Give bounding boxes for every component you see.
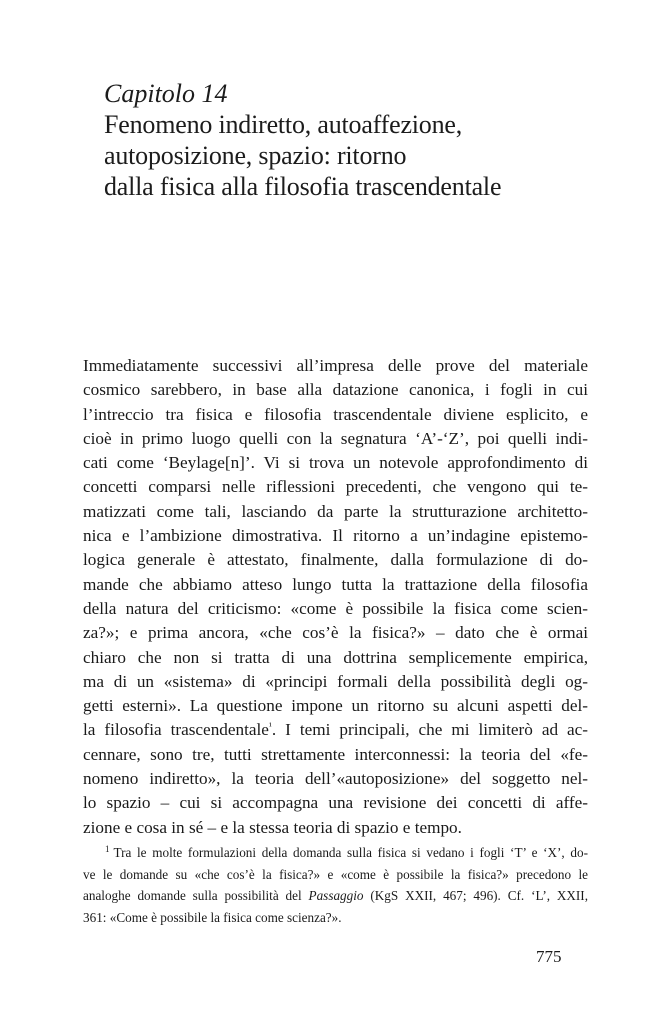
body-paragraph <box>83 354 588 840</box>
body-line-part: . I temi principali, che mi limiterò ad ac- <box>271 720 589 740</box>
footnote-line-part: analoghe domande sulla possibilità del <box>83 888 302 903</box>
footnote-line <box>83 885 588 907</box>
body-line: cioè in primo luogo quelli con la segnatura ‘A’-‘Z’, poi quelli indi- <box>83 428 588 448</box>
chapter-heading <box>104 78 574 202</box>
body-line: ma di un «sistema» di «principi formali della possibilità degli og- <box>83 671 588 691</box>
chapter-label: Capitolo 14 <box>104 79 228 108</box>
body-line: lo spazio – cui si accompagna una revisione dei concetti di affe- <box>83 793 588 813</box>
chapter-title-line: autoposizione, spazio: ritorno <box>104 141 407 170</box>
body-line: za?»; e prima ancora, «che cos’è la fisica?» – dato che è ormai <box>83 623 588 643</box>
body-line: getti esterni». La questione impone un ritorno su alcuni aspetti del- <box>83 696 588 716</box>
body-line: della natura del criticismo: «come è possibile la fisica come scien- <box>83 598 588 618</box>
footnote-line: 361: «Come è possibile la fisica come scienza?». <box>83 909 342 925</box>
body-line: cati come ‘Beylage[n]’. Vi si trova un notevole approfondimento di <box>83 453 588 473</box>
body-line-with-footnote-ref <box>83 718 588 742</box>
body-line: l’intreccio tra fisica e filosofia trascendentale diviene esplicito, e <box>83 404 588 424</box>
body-line: mande che abbiamo atteso lungo tutta la trattazione della filosofia <box>83 574 588 594</box>
body-line: matizzati come tali, lasciando da parte la strutturazione architetto- <box>83 501 588 521</box>
footnote-marker: 1 <box>105 844 110 854</box>
footnote-line: ve le domande su «che cos’è la fisica?» e «come è possibile la fisica?» precedono le <box>83 866 588 882</box>
chapter-title-line: dalla fisica alla filosofia trascendentale <box>104 172 502 201</box>
footnote-line <box>83 842 588 864</box>
footnote-italic-title: Passaggio <box>308 888 364 903</box>
body-line: nica e l’ambizione dimostrativa. Il ritorno a un’indagine epistemo- <box>83 526 588 546</box>
footnote-reference[interactable]: ¹ <box>268 721 272 733</box>
body-line-part: la filosofia trascendentale <box>83 720 269 740</box>
body-line: zione e cosa in sé – e la stessa teoria di spazio e tempo. <box>83 817 462 837</box>
page-number: 775 <box>536 947 562 966</box>
body-line: nomeno indiretto», la teoria dell’«autoposizione» del soggetto nel- <box>83 769 588 789</box>
footnote-section <box>83 842 588 928</box>
body-line: cosmico sarebbero, in base alla datazione canonica, i fogli in cui <box>83 380 588 400</box>
body-line: chiaro che non si tratta di una dottrina semplicemente empirica, <box>83 647 588 667</box>
footnote-line-text: Tra le molte formulazioni della domanda sulla fisica si vedano i fogli ‘T’ e ‘X’, do- <box>113 845 588 860</box>
body-line: Immediatamente successivi all’impresa delle prove del materiale <box>83 356 588 375</box>
body-line: logica generale è attestato, finalmente, dalla formulazione di do- <box>83 550 588 570</box>
body-line: cennare, sono tre, tutti strettamente interconnessi: la teoria del «fe- <box>83 744 588 764</box>
body-line: concetti comparsi nelle riflessioni precedenti, che vengono qui te- <box>83 477 588 497</box>
footnote-line-part: (KgS XXII, 467; 496). Cf. ‘L’, XXII, <box>370 888 588 903</box>
chapter-title-line: Fenomeno indiretto, autoaffezione, <box>104 110 463 139</box>
